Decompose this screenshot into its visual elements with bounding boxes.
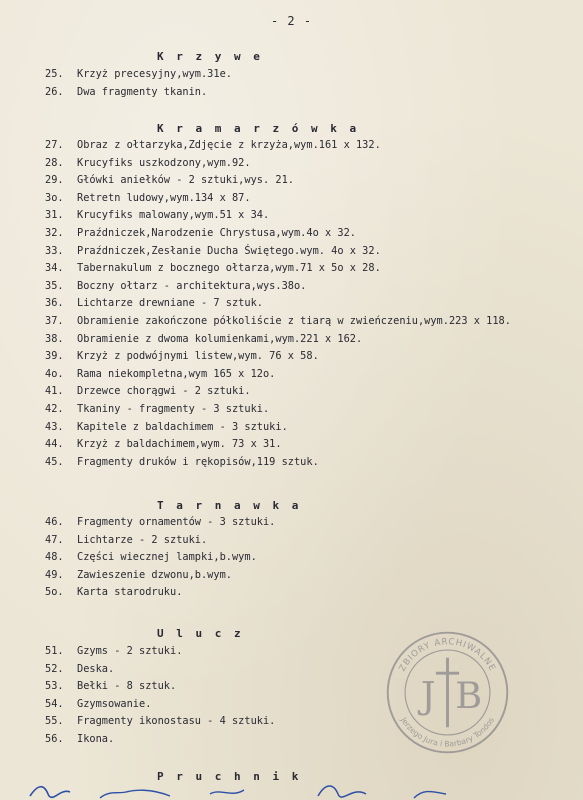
item-text: Gzymsowanie. xyxy=(77,697,152,710)
list-item xyxy=(45,731,275,749)
item-number: 28. xyxy=(45,156,64,169)
item-text: Drzewce chorągwi - 2 sztuki. xyxy=(77,385,251,398)
item-number: 32. xyxy=(45,226,64,239)
list-item xyxy=(45,190,511,208)
item-text: Fragmenty ornamentów - 3 sztuki. xyxy=(77,516,276,528)
item-number: 49. xyxy=(45,568,64,581)
stamp-text-top: ZBIORY ARCHIWALNE xyxy=(397,637,498,674)
item-text: Obramienie zakończone półkoliście z tiarą w zwieńczeniu,wym.223 x 118. xyxy=(77,314,511,327)
item-text: Obramienie z dwoma kolumienkami,wym.221 x 162. xyxy=(77,332,363,345)
list-item xyxy=(45,567,275,585)
list-item xyxy=(45,155,511,173)
item-text: Krzyż z baldachimem,wym. 73 x 31. xyxy=(77,438,282,451)
item-number: 38. xyxy=(45,332,64,345)
item-number: 25. xyxy=(45,68,64,80)
item-number: 34. xyxy=(45,262,64,275)
item-text: Boczny ołtarz - architektura,wys.38o. xyxy=(77,279,307,292)
item-text: Części wiecznej lampki,b.wym. xyxy=(77,551,257,564)
item-text: Fragmenty ikonostasu - 4 sztuki. xyxy=(77,715,276,728)
item-number: 29. xyxy=(45,174,64,187)
list-item xyxy=(45,366,511,384)
item-text: Dwa fragmenty tkanin. xyxy=(77,85,208,98)
list-item xyxy=(45,348,511,366)
item-number: 52. xyxy=(45,662,64,675)
list-item xyxy=(45,696,275,714)
page-number: - 2 - xyxy=(270,14,313,28)
item-text: Kapitele z baldachimem - 3 sztuki. xyxy=(77,420,288,433)
item-number: 36. xyxy=(45,297,64,310)
list-item xyxy=(45,84,232,102)
item-number: 46. xyxy=(45,516,64,528)
list-item xyxy=(45,295,511,313)
list-item xyxy=(45,661,275,679)
list-item xyxy=(45,643,275,661)
archive-stamp xyxy=(380,625,515,760)
item-number: 5o. xyxy=(45,586,64,599)
item-text: Obraz z ołtarzyka,Zdjęcie z krzyża,wym.161 x 132. xyxy=(77,139,381,151)
item-text: Gzyms - 2 sztuki. xyxy=(77,645,183,657)
item-text: Karta starodruku. xyxy=(77,586,183,599)
signature-stroke xyxy=(30,787,70,798)
item-number: 44. xyxy=(45,438,64,451)
list-item xyxy=(45,278,511,296)
signature-stroke xyxy=(414,792,446,799)
list-item xyxy=(45,419,511,437)
list-item xyxy=(45,137,511,155)
list-item xyxy=(45,225,511,243)
item-text: Zawieszenie dzwonu,b.wym. xyxy=(77,568,232,581)
signature-stroke xyxy=(210,790,244,794)
item-text: Praźdniczek,Zesłanie Ducha Świętego.wym. 4o x 32. xyxy=(77,244,381,257)
list-item xyxy=(45,207,511,225)
stamp-text-bottom: Jerzego Jura i Barbary Tondos xyxy=(399,715,496,749)
item-text: Lichtarze drewniane - 7 sztuk. xyxy=(77,297,263,310)
item-text: Tabernakulum z bocznego ołtarza,wym.71 x 5o x 28. xyxy=(77,262,381,275)
list-item xyxy=(45,713,275,731)
list-item xyxy=(45,584,275,602)
list-item xyxy=(45,383,511,401)
list-item xyxy=(45,549,275,567)
item-number: 43. xyxy=(45,420,64,433)
handwritten-signatures xyxy=(0,780,583,800)
item-text: Deska. xyxy=(77,662,115,675)
signature-stroke xyxy=(318,786,366,797)
item-text: Krzyż precesyjny,wym.31e. xyxy=(77,68,232,80)
item-text: Główki aniełków - 2 sztuki,wys. 21. xyxy=(77,174,294,187)
section-heading-kramarzowka: K r a m a r z ó w k a xyxy=(157,122,360,135)
item-number: 39. xyxy=(45,350,64,363)
signature-stroke xyxy=(100,790,170,798)
item-number: 48. xyxy=(45,551,64,564)
item-number: 47. xyxy=(45,533,64,546)
item-number: 27. xyxy=(45,139,64,151)
item-number: 31. xyxy=(45,209,64,222)
list-item xyxy=(45,532,275,550)
item-number: 55. xyxy=(45,715,64,728)
item-number: 56. xyxy=(45,732,64,745)
item-text: Lichtarze - 2 sztuki. xyxy=(77,533,208,546)
list-item xyxy=(45,454,511,472)
list-item xyxy=(45,331,511,349)
item-text: Rama niekompletna,wym 165 x 12o. xyxy=(77,367,276,380)
section-heading-pruchnik: P r u c h n i k xyxy=(157,770,302,783)
list-item xyxy=(45,313,511,331)
stamp-monogram-right: B xyxy=(455,673,483,717)
item-number: 41. xyxy=(45,385,64,398)
section-list-tarnawka xyxy=(45,514,275,602)
section-list-krzywe xyxy=(45,66,232,101)
item-number: 4o. xyxy=(45,367,64,380)
item-text: Fragmenty druków i rękopisów,119 sztuk. xyxy=(77,455,319,468)
list-item xyxy=(45,260,511,278)
section-heading-ulucz: U l u c z xyxy=(157,627,244,640)
list-item xyxy=(45,66,232,84)
item-text: Krucyfiks malowany,wym.51 x 34. xyxy=(77,209,270,222)
item-number: 3o. xyxy=(45,191,64,204)
list-item xyxy=(45,172,511,190)
item-number: 54. xyxy=(45,697,64,710)
item-number: 42. xyxy=(45,402,64,415)
item-number: 45. xyxy=(45,455,64,468)
item-number: 35. xyxy=(45,279,64,292)
item-text: Krzyż z podwójnymi listew,wym. 76 x 58. xyxy=(77,350,319,363)
item-number: 37. xyxy=(45,314,64,327)
item-number: 26. xyxy=(45,85,64,98)
list-item xyxy=(45,678,275,696)
item-text: Tkaniny - fragmenty - 3 sztuki. xyxy=(77,402,270,415)
list-item xyxy=(45,436,511,454)
list-item xyxy=(45,243,511,261)
item-text: Retretn ludowy,wym.134 x 87. xyxy=(77,191,251,204)
item-text: Praźdniczek,Narodzenie Chrystusa,wym.4o x 32. xyxy=(77,226,356,239)
list-item xyxy=(45,401,511,419)
stamp-monogram-left: J xyxy=(420,673,436,717)
section-list-ulucz xyxy=(45,643,275,749)
section-heading-tarnawka: T a r n a w k a xyxy=(157,499,302,512)
item-number: 53. xyxy=(45,680,64,693)
item-text: Ikona. xyxy=(77,732,115,745)
item-text: Bełki - 8 sztuk. xyxy=(77,680,177,693)
list-item xyxy=(45,514,275,532)
item-text: Krucyfiks uszkodzony,wym.92. xyxy=(77,156,251,169)
item-number: 33. xyxy=(45,244,64,257)
section-list-kramarzowka xyxy=(45,137,511,471)
item-number: 51. xyxy=(45,645,64,657)
section-heading-krzywe: K r z y w e xyxy=(157,50,263,63)
